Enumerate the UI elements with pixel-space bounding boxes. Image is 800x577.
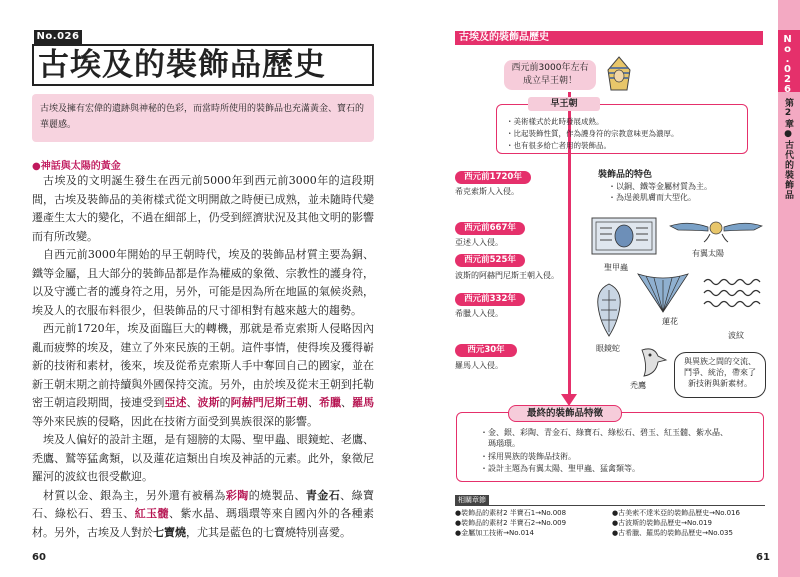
related-link[interactable]: ●古波斯的裝飾品歷史→No.019 [612, 519, 712, 527]
paragraph: 古埃及的文明誕生發生在西元前5000年到西元前3000年的這段期間，古埃及裝飾品的美術樣式從文明開啟之時便已成熟，並未隨時代變遷產生太大的變化，不過在細部上，仍受到經濟狀況及其他文明的影響而有所改變。 [32, 174, 374, 243]
scarab-pectoral-icon [590, 214, 658, 258]
side-number: No.026 [782, 34, 793, 94]
pharaoh-icon [606, 56, 632, 92]
intro-text: 古埃及擁有宏偉的遺跡與神秘的色彩，而當時所使用的裝飾品也充滿黃金、寶石的華麗感。 [40, 104, 365, 130]
related-label: 相關章節 [455, 495, 489, 505]
feature-item: ・以銅、鐵等金屬材質為主。 [608, 182, 712, 191]
early-item: ・比起裝飾性質，作為護身符的宗教意味更為濃厚。 [506, 129, 679, 138]
era-badge: 西元前667年 [455, 222, 525, 235]
lotus-icon [636, 268, 690, 314]
era-badge: 西元前525年 [455, 254, 525, 267]
final-features-label: 最終的裝飾品特徵 [508, 405, 622, 422]
related-link[interactable]: ●裝飾品的素材2 半寶石1→No.008 [455, 509, 567, 517]
final-item: ・設計主題為有翼太陽、聖甲蟲、猛禽類等。 [480, 464, 640, 473]
waves-label: 波紋 [728, 331, 744, 340]
waves-icon [702, 276, 762, 310]
speech-bubble: 與異族之間的交流、 鬥爭、統治，帶來了 新技術與新素材。 [674, 352, 766, 398]
related-link[interactable]: ●古希臘、羅馬的裝飾品歷史→No.035 [612, 529, 733, 537]
section-heading: ●神話與太陽的黃金 [32, 161, 121, 172]
side-chapter: 第2章●古代的裝飾品 [783, 98, 793, 200]
early-item: ・美術樣式於此時發展成熟。 [506, 117, 604, 126]
era-event: 希克索斯人入侵。 [455, 187, 519, 196]
early-dynasty-label: 早王朝 [528, 97, 600, 111]
related-divider [455, 505, 765, 506]
era-event: 希臘人入侵。 [455, 309, 503, 318]
body-text [32, 172, 374, 542]
vulture-icon [636, 346, 670, 378]
related-link[interactable]: ●古美索不達米亞的裝飾品歷史→No.016 [612, 509, 740, 517]
era-badge: 西元前1720年 [455, 171, 531, 184]
final-item: ・採用異族的裝飾品技術。 [480, 452, 576, 461]
scarab-label: 聖甲蟲 [604, 263, 628, 272]
paragraph: 材質以金、銀為主，另外還有被稱為彩陶的燒製品、青金石、綠寶石、綠松石、碧玉、紅玉髓、紫水晶、瑪瑙環等來自國內外的各種素材。另外，古埃及人對於七寶燒，尤其是藍色的七寶燒特別喜愛。 [32, 488, 375, 539]
winged-sun-icon [668, 218, 764, 244]
related-link[interactable]: ●裝飾品的素材2 半寶石2→No.009 [455, 519, 567, 527]
era-badge: 西元前332年 [455, 293, 525, 306]
winged-sun-label: 有翼太陽 [692, 249, 724, 258]
features-title: 裝飾品的特色 [598, 170, 653, 180]
final-item: ・金、銀、彩陶、青金石、綠寶石、綠松石、碧玉、紅玉髓、紫水晶、 [480, 428, 728, 437]
final-item: 瑪瑙環。 [480, 439, 520, 448]
related-link[interactable]: ●金屬加工技術→No.014 [455, 529, 534, 537]
page-title: 古埃及的裝飾品歷史 [38, 47, 326, 83]
era-event: 亞述人入侵。 [455, 238, 503, 247]
cobra-label: 眼鏡蛇 [596, 344, 620, 353]
founding-box: 西元前3000年左右 成立早王朝！ [504, 60, 596, 90]
page-number-left: 60 [32, 552, 46, 563]
chart-title: 古埃及的裝飾品歷史 [459, 32, 549, 43]
era-badge: 西元30年 [455, 344, 517, 357]
cobra-icon [594, 282, 624, 338]
paragraph: 自西元前3000年開始的早王朝時代，埃及的裝飾品材質主要為銅、鐵等金屬，且大部分的裝飾品都是作為權威的象徵、宗教性的護身符，以及守護亡者的護身符之用，另外，可能是因為所在地區的氣候炎熱，埃及人的衣服布料很少，但裝飾品的尺寸卻相對有越來越大的趨勢。 [32, 248, 374, 317]
early-item: ・也有很多給亡者用的裝飾品。 [506, 141, 611, 150]
paragraph: 埃及人偏好的設計主題，是有翅膀的太陽、聖甲蟲、眼鏡蛇、老鷹、禿鷹、鷲等猛禽類，以及蓮花這類出自埃及神話的元素。此外，象徵尼羅河的波紋也很受歡迎。 [32, 433, 374, 483]
era-event: 波斯的阿赫門尼斯王朝入侵。 [455, 271, 559, 280]
paragraph: 西元前1720年，埃及面臨巨大的轉機，那就是希克索斯人侵略因內亂而疲弊的埃及，建立了外來民族的王朝。這件事情，使得埃及獲得嶄新的技術和素材，後來，埃及從希克索斯人手中奪回自己的國家，並在新王朝末期之前持續與外國保持交流。另外，由於埃及從末王朝到托勒密王朝這段期間，接連受到亞述、波斯的阿赫門尼斯王朝、希臘、羅馬等外來民族的侵略，因此在技術方面受到異族很深的影響。 [32, 322, 375, 428]
entry-number: No.026 [34, 30, 82, 44]
feature-item: ・為逞羨肌膚而大型化。 [608, 193, 696, 202]
vulture-label: 禿鷹 [630, 381, 646, 390]
lotus-label: 蓮花 [662, 317, 678, 326]
era-event: 羅馬人入侵。 [455, 361, 503, 370]
page-number-right: 61 [756, 552, 770, 563]
